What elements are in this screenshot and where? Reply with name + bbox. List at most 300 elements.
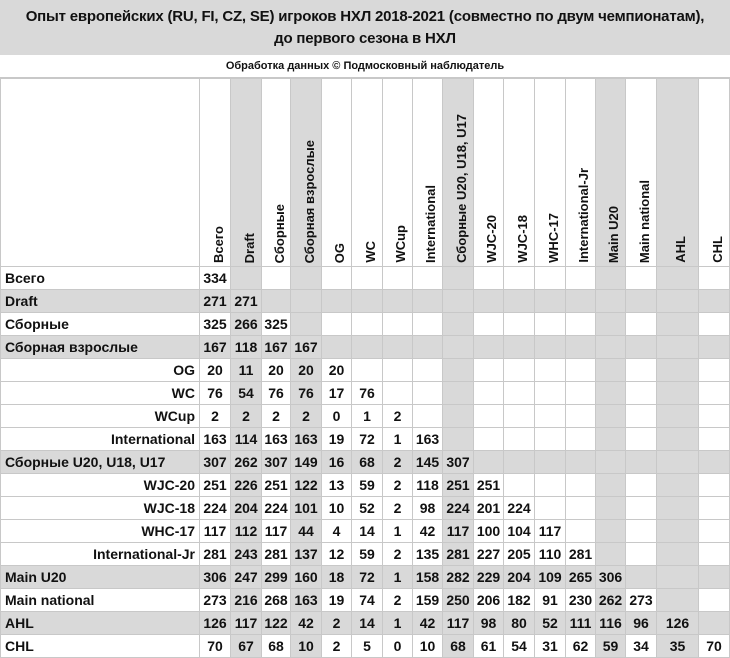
- row-label: WJC-20: [1, 474, 200, 497]
- table-cell: 204: [231, 497, 262, 520]
- table-cell: [699, 267, 730, 290]
- table-cell: 126: [200, 612, 231, 635]
- table-cell: 91: [535, 589, 566, 612]
- table-cell: [504, 359, 535, 382]
- table-cell: 201: [474, 497, 504, 520]
- table-cell: 34: [626, 635, 657, 658]
- column-header-label: Сборные: [271, 203, 287, 263]
- table-cell: [413, 336, 443, 359]
- column-header: [626, 79, 657, 267]
- column-header-label: Всего: [210, 225, 226, 263]
- table-cell: [504, 336, 535, 359]
- table-cell: 281: [262, 543, 291, 566]
- table-cell: [596, 336, 626, 359]
- table-cell: [504, 428, 535, 451]
- table-cell: [657, 451, 699, 474]
- table-cell: 19: [322, 428, 352, 451]
- table-row: [1, 566, 730, 589]
- column-header: [413, 79, 443, 267]
- row-label: Сборные U20, U18, U17: [1, 451, 200, 474]
- table-cell: 70: [200, 635, 231, 658]
- table-cell: [352, 313, 383, 336]
- table-cell: 2: [383, 497, 413, 520]
- table-cell: [535, 267, 566, 290]
- table-cell: 35: [657, 635, 699, 658]
- table-cell: 251: [443, 474, 474, 497]
- table-cell: 247: [231, 566, 262, 589]
- table-cell: [352, 359, 383, 382]
- table-cell: [626, 359, 657, 382]
- table-row: [1, 543, 730, 566]
- table-cell: 16: [322, 451, 352, 474]
- table-cell: 2: [383, 474, 413, 497]
- table-cell: [657, 589, 699, 612]
- column-header: [474, 79, 504, 267]
- table-cell: [626, 382, 657, 405]
- table-cell: 227: [474, 543, 504, 566]
- table-cell: [626, 566, 657, 589]
- table-cell: 306: [596, 566, 626, 589]
- table-cell: 118: [231, 336, 262, 359]
- table-cell: 163: [291, 589, 322, 612]
- table-cell: [596, 428, 626, 451]
- table-cell: [474, 313, 504, 336]
- table-cell: 159: [413, 589, 443, 612]
- table-cell: 110: [535, 543, 566, 566]
- table-cell: [474, 336, 504, 359]
- table-row: [1, 520, 730, 543]
- table-cell: [322, 313, 352, 336]
- table-cell: 4: [322, 520, 352, 543]
- column-header: [200, 79, 231, 267]
- table-cell: [596, 451, 626, 474]
- row-label: OG: [1, 359, 200, 382]
- title-line-1: Опыт европейских (RU, FI, CZ, SE) игроков НХЛ 2018-2021 (совместно по двум чемпионатам),: [25, 7, 705, 25]
- row-label: Всего: [1, 267, 200, 290]
- table-cell: 299: [262, 566, 291, 589]
- table-cell: 122: [291, 474, 322, 497]
- table-cell: 2: [322, 612, 352, 635]
- header-row: [1, 79, 730, 267]
- table-cell: [657, 313, 699, 336]
- table-cell: 282: [443, 566, 474, 589]
- table-cell: 52: [352, 497, 383, 520]
- table-cell: 206: [474, 589, 504, 612]
- table-cell: 118: [413, 474, 443, 497]
- table-cell: [413, 290, 443, 313]
- table-cell: 167: [200, 336, 231, 359]
- table-cell: [566, 336, 596, 359]
- table-cell: 68: [443, 635, 474, 658]
- table-row: [1, 313, 730, 336]
- table-cell: 80: [504, 612, 535, 635]
- table-cell: [626, 428, 657, 451]
- table-cell: 126: [657, 612, 699, 635]
- table-cell: [596, 520, 626, 543]
- table-cell: 68: [352, 451, 383, 474]
- table-cell: 117: [231, 612, 262, 635]
- table-cell: [657, 359, 699, 382]
- table-cell: 273: [200, 589, 231, 612]
- table-cell: [626, 336, 657, 359]
- column-header-label: WCup: [393, 225, 408, 263]
- table-cell: [626, 451, 657, 474]
- table-cell: 42: [413, 520, 443, 543]
- table-row: [1, 405, 730, 428]
- table-cell: [504, 451, 535, 474]
- table-row: [1, 497, 730, 520]
- table-cell: 104: [504, 520, 535, 543]
- table-cell: [352, 290, 383, 313]
- row-label: Сборная взрослые: [1, 336, 200, 359]
- column-header: [262, 79, 291, 267]
- table-cell: [596, 359, 626, 382]
- column-header-label: CHL: [709, 236, 725, 263]
- table-cell: [626, 290, 657, 313]
- table-cell: 20: [291, 359, 322, 382]
- table-cell: [566, 359, 596, 382]
- table-cell: [383, 267, 413, 290]
- table-cell: [474, 405, 504, 428]
- table-cell: 76: [352, 382, 383, 405]
- table-cell: 281: [566, 543, 596, 566]
- table-cell: [535, 313, 566, 336]
- table-cell: [596, 382, 626, 405]
- row-label: WHC-17: [1, 520, 200, 543]
- table-cell: 271: [231, 290, 262, 313]
- column-header-label: International-Jr: [576, 168, 591, 263]
- table-cell: 281: [200, 543, 231, 566]
- table-cell: [657, 520, 699, 543]
- table-cell: [699, 474, 730, 497]
- table-cell: [262, 267, 291, 290]
- row-label: Draft: [1, 290, 200, 313]
- row-label: WCup: [1, 405, 200, 428]
- table-cell: 5: [352, 635, 383, 658]
- table-cell: 2: [200, 405, 231, 428]
- table-cell: 204: [504, 566, 535, 589]
- table-cell: 18: [322, 566, 352, 589]
- table-cell: [699, 290, 730, 313]
- table-cell: 2: [383, 543, 413, 566]
- column-header-label: Сборная взрослые: [301, 139, 317, 263]
- table-cell: 116: [596, 612, 626, 635]
- column-header-label: WHC-17: [545, 213, 561, 263]
- cross-table: [0, 78, 730, 658]
- table-cell: 271: [200, 290, 231, 313]
- table-cell: 112: [231, 520, 262, 543]
- table-cell: [699, 543, 730, 566]
- table-cell: 137: [291, 543, 322, 566]
- table-cell: 62: [566, 635, 596, 658]
- table-cell: [504, 267, 535, 290]
- table-cell: 20: [200, 359, 231, 382]
- table-cell: 42: [413, 612, 443, 635]
- table-cell: [322, 290, 352, 313]
- table-cell: 334: [200, 267, 231, 290]
- table-cell: [443, 336, 474, 359]
- column-header-label: International: [423, 184, 438, 263]
- table-cell: 76: [200, 382, 231, 405]
- table-cell: 59: [596, 635, 626, 658]
- table-cell: [535, 336, 566, 359]
- table-cell: [291, 290, 322, 313]
- title-line-2: до первого сезона в НХЛ: [274, 29, 456, 47]
- table-cell: [699, 336, 730, 359]
- table-cell: 1: [352, 405, 383, 428]
- table-row: [1, 428, 730, 451]
- table-cell: 226: [231, 474, 262, 497]
- table-cell: 250: [443, 589, 474, 612]
- table-cell: 72: [352, 428, 383, 451]
- table-cell: 59: [352, 543, 383, 566]
- table-cell: 229: [474, 566, 504, 589]
- table-cell: [657, 497, 699, 520]
- column-header-label: WJC-18: [514, 215, 530, 263]
- table-cell: 2: [383, 589, 413, 612]
- table-cell: 54: [504, 635, 535, 658]
- table-cell: [535, 290, 566, 313]
- table-cell: 76: [291, 382, 322, 405]
- table-cell: [566, 290, 596, 313]
- table-cell: 163: [200, 428, 231, 451]
- table-cell: [443, 359, 474, 382]
- table-cell: [566, 451, 596, 474]
- table-cell: 224: [504, 497, 535, 520]
- table-cell: [443, 405, 474, 428]
- table-cell: [626, 267, 657, 290]
- table-cell: [566, 382, 596, 405]
- column-header: [699, 79, 730, 267]
- table-cell: [291, 313, 322, 336]
- table-cell: [535, 474, 566, 497]
- table-cell: [566, 474, 596, 497]
- table-cell: 13: [322, 474, 352, 497]
- table-cell: [535, 382, 566, 405]
- row-label: Main U20: [1, 566, 200, 589]
- table-cell: 205: [504, 543, 535, 566]
- table-cell: 1: [383, 612, 413, 635]
- table-cell: [626, 405, 657, 428]
- table-cell: 160: [291, 566, 322, 589]
- table-cell: [413, 405, 443, 428]
- table-cell: [383, 290, 413, 313]
- table-cell: [504, 382, 535, 405]
- table-cell: [657, 382, 699, 405]
- table-cell: 145: [413, 451, 443, 474]
- table-cell: 224: [262, 497, 291, 520]
- column-header: [566, 79, 596, 267]
- table-cell: 262: [596, 589, 626, 612]
- table-cell: [535, 428, 566, 451]
- column-header-label: AHL: [673, 236, 688, 263]
- table-cell: 224: [443, 497, 474, 520]
- table-cell: 251: [474, 474, 504, 497]
- table-cell: 0: [383, 635, 413, 658]
- table-cell: [626, 497, 657, 520]
- table-cell: 268: [262, 589, 291, 612]
- column-header-label: Main national: [636, 179, 652, 263]
- row-label: Сборные: [1, 313, 200, 336]
- table-cell: [413, 382, 443, 405]
- table-cell: [699, 566, 730, 589]
- table-cell: 266: [231, 313, 262, 336]
- table-cell: [566, 497, 596, 520]
- table-subtitle: Обработка данных © Подмосковный наблюдатель: [0, 55, 730, 78]
- table-cell: 114: [231, 428, 262, 451]
- table-cell: 1: [383, 520, 413, 543]
- table-cell: [383, 313, 413, 336]
- table-cell: [352, 336, 383, 359]
- table-cell: [596, 497, 626, 520]
- table-cell: 61: [474, 635, 504, 658]
- row-label: Main national: [1, 589, 200, 612]
- table-cell: [383, 336, 413, 359]
- table-cell: [657, 474, 699, 497]
- table-cell: [566, 520, 596, 543]
- table-cell: 306: [200, 566, 231, 589]
- table-cell: 98: [474, 612, 504, 635]
- table-cell: [596, 290, 626, 313]
- table-cell: 265: [566, 566, 596, 589]
- row-label: AHL: [1, 612, 200, 635]
- table-cell: [443, 290, 474, 313]
- table-cell: 68: [262, 635, 291, 658]
- row-label: WJC-18: [1, 497, 200, 520]
- table-cell: 1: [383, 428, 413, 451]
- table-cell: [699, 428, 730, 451]
- table-cell: [626, 474, 657, 497]
- table-cell: [566, 313, 596, 336]
- table-cell: 281: [443, 543, 474, 566]
- table-cell: [596, 267, 626, 290]
- table-cell: 14: [352, 520, 383, 543]
- table-row: [1, 474, 730, 497]
- table-cell: [699, 359, 730, 382]
- table-cell: 20: [322, 359, 352, 382]
- table-cell: 44: [291, 520, 322, 543]
- table-cell: [699, 589, 730, 612]
- table-cell: 273: [626, 589, 657, 612]
- table-cell: [596, 313, 626, 336]
- table-row: [1, 290, 730, 313]
- table-row: [1, 589, 730, 612]
- column-header: [231, 79, 262, 267]
- table-cell: 2: [322, 635, 352, 658]
- table-cell: [596, 474, 626, 497]
- table-cell: 20: [262, 359, 291, 382]
- row-label: WC: [1, 382, 200, 405]
- table-cell: 182: [504, 589, 535, 612]
- table-cell: [657, 267, 699, 290]
- table-cell: 117: [262, 520, 291, 543]
- table-cell: 2: [383, 451, 413, 474]
- table-cell: [474, 382, 504, 405]
- table-cell: 54: [231, 382, 262, 405]
- table-cell: 76: [262, 382, 291, 405]
- table-cell: [504, 474, 535, 497]
- table-cell: 2: [262, 405, 291, 428]
- table-cell: [474, 451, 504, 474]
- table-cell: 158: [413, 566, 443, 589]
- table-cell: [231, 267, 262, 290]
- table-cell: [657, 428, 699, 451]
- table-cell: [626, 313, 657, 336]
- table-cell: 96: [626, 612, 657, 635]
- table-cell: [504, 313, 535, 336]
- column-header-label: Draft: [241, 232, 257, 263]
- table-cell: [504, 290, 535, 313]
- table-cell: [596, 405, 626, 428]
- table-cell: 307: [200, 451, 231, 474]
- table-cell: 10: [413, 635, 443, 658]
- table-title: [0, 0, 730, 55]
- table-cell: [383, 359, 413, 382]
- table-row: [1, 451, 730, 474]
- table-cell: [413, 359, 443, 382]
- table-cell: [626, 543, 657, 566]
- column-header-label: Main U20: [606, 205, 621, 263]
- table-cell: 10: [322, 497, 352, 520]
- table-cell: [535, 359, 566, 382]
- table-cell: [535, 497, 566, 520]
- table-cell: [383, 382, 413, 405]
- table-cell: [699, 313, 730, 336]
- table-row: [1, 382, 730, 405]
- table-cell: 67: [231, 635, 262, 658]
- table-row: [1, 359, 730, 382]
- table-cell: 59: [352, 474, 383, 497]
- table-cell: [443, 428, 474, 451]
- table-cell: 307: [443, 451, 474, 474]
- table-cell: 262: [231, 451, 262, 474]
- table-cell: 42: [291, 612, 322, 635]
- table-cell: [566, 405, 596, 428]
- column-header: [322, 79, 352, 267]
- table-cell: 31: [535, 635, 566, 658]
- column-header-label: WC: [362, 241, 378, 263]
- table-cell: 122: [262, 612, 291, 635]
- table-cell: [474, 428, 504, 451]
- table-cell: [596, 543, 626, 566]
- table-cell: [626, 520, 657, 543]
- table-cell: 167: [262, 336, 291, 359]
- column-header-label: OG: [332, 242, 347, 263]
- table-cell: 149: [291, 451, 322, 474]
- corner-cell: [1, 79, 200, 267]
- table-cell: 325: [200, 313, 231, 336]
- table-cell: 243: [231, 543, 262, 566]
- table-cell: 70: [699, 635, 730, 658]
- table-cell: [699, 497, 730, 520]
- table-cell: 74: [352, 589, 383, 612]
- column-header: [504, 79, 535, 267]
- table-cell: 325: [262, 313, 291, 336]
- table-cell: [699, 382, 730, 405]
- table-cell: 0: [322, 405, 352, 428]
- table-cell: [566, 428, 596, 451]
- table-cell: [699, 405, 730, 428]
- table-cell: 307: [262, 451, 291, 474]
- table-cell: 230: [566, 589, 596, 612]
- table-cell: [443, 313, 474, 336]
- table-cell: 163: [291, 428, 322, 451]
- table-cell: 163: [413, 428, 443, 451]
- table-cell: [504, 405, 535, 428]
- table-cell: [474, 359, 504, 382]
- table-cell: 117: [200, 520, 231, 543]
- table-cell: [474, 267, 504, 290]
